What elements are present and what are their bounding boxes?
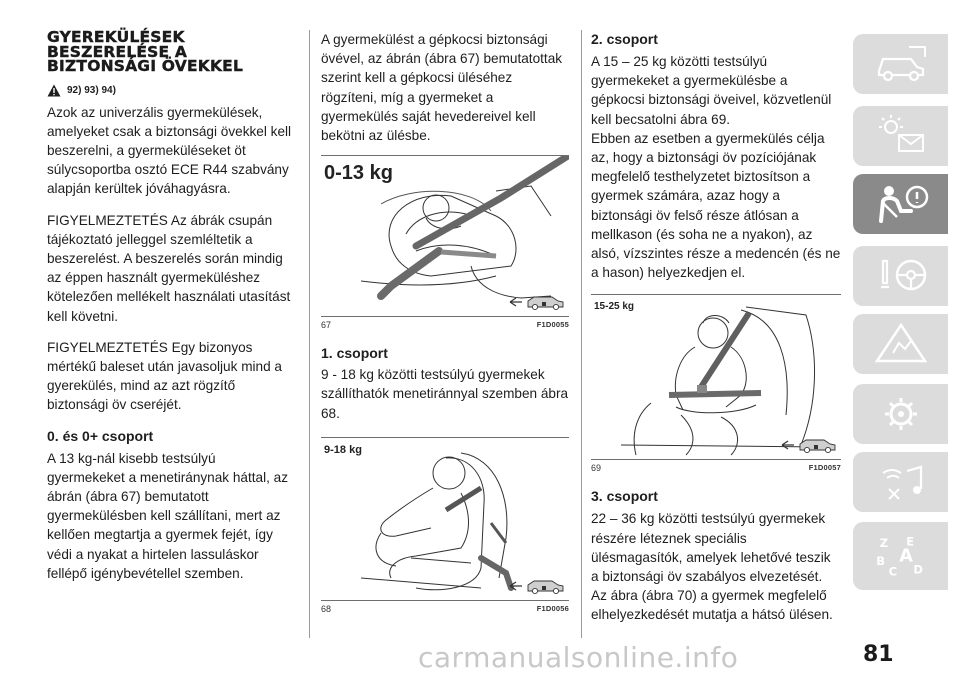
- index-letter-a: A: [898, 546, 913, 567]
- tab-emergency[interactable]: [853, 314, 948, 374]
- figure-68-weight-label: 9-18 kg: [324, 443, 362, 456]
- emergency-icon: [871, 321, 931, 367]
- car-direction-icon: [508, 577, 566, 595]
- paragraph-warning-1: FIGYELMEZTETÉS Az ábrák csupán tájékoztató jelleggel szemléltetik a beszerelést. A beszerelés során mindig az éppen használt gyermeküléshez kötelezően mellékelt használati utasítást kell követni.: [47, 212, 291, 324]
- figure-69: [591, 294, 841, 460]
- figure-69-code: F1D0057: [808, 463, 841, 473]
- figure-69-number: 69: [591, 463, 602, 474]
- figure-67-code: F1D0055: [536, 320, 569, 330]
- figure-67-weight-label: 0-13 kg: [324, 162, 393, 185]
- figure-67: [321, 155, 569, 317]
- rear-facing-infant-seat-illustration: [321, 156, 569, 316]
- index-letter-d: D: [912, 562, 923, 577]
- tab-warning-lights[interactable]: [853, 106, 948, 166]
- index-letter-c: C: [888, 564, 897, 579]
- tab-seatbelt-airbag[interactable]: [853, 174, 948, 234]
- warning-lights-icon: [871, 113, 931, 159]
- section-title-line-1: GYEREKÜLÉSEK: [47, 28, 185, 46]
- section-title-line-3: BIZTONSÁGI ÖVEKKEL: [47, 57, 244, 75]
- column-divider-2: [581, 30, 582, 638]
- page-number: 81: [863, 642, 894, 667]
- index-letter-b: B: [875, 553, 885, 568]
- warning-reference-numbers: 92) 93) 94): [67, 84, 116, 96]
- heading-group-2: 2. csoport: [591, 31, 658, 47]
- index-letter-z: Z: [879, 536, 888, 551]
- tab-maintenance[interactable]: [853, 384, 948, 444]
- multimedia-icon: [871, 459, 931, 505]
- heading-group-1: 1. csoport: [321, 345, 388, 362]
- column-divider-1: [309, 30, 310, 638]
- car-direction-icon: [780, 436, 838, 454]
- section-title-line-2: BESZERELÉSE A: [47, 42, 188, 61]
- heading-group-0: 0. és 0+ csoport: [47, 427, 154, 444]
- watermark: carmanualsonline.info: [418, 641, 739, 674]
- figure-68: [321, 437, 569, 601]
- paragraph-group-0: A 13 kg-nál kisebb testsúlyú gyermekeket a menetiránynak háttal, az ábrán (ábra 67) bemutatott gyermekülésben kell szállítani, mert az kellően megtartja a gyermek fejét, így védi a nyakat a hirtelen lassuláskor fellépő igénybevétellel szemben.: [47, 450, 289, 581]
- tab-multimedia[interactable]: [853, 452, 948, 512]
- warning-reference: [47, 84, 297, 97]
- section-title: [47, 30, 297, 74]
- maintenance-icon: [871, 391, 931, 437]
- paragraph-warning-2: FIGYELMEZTETÉS Egy bizonyos mértékű baleset után javasoljuk mind a gyerekülés, mind az azt rögzítő biztonsági öv cseréjét.: [47, 339, 282, 413]
- car-direction-icon: [508, 293, 566, 311]
- paragraph-group-3: 22 – 36 kg közötti testsúlyú gyermekek részére léteznek speciális ülésmagasítók, amelyek lehetővé teszik a biztonsági öv szabályos elvezetését. Az ábra (ábra 70) a gyermek megfelelő elhelyezkedését mutatja a hátsó ülésen.: [591, 511, 833, 623]
- figure-69-weight-label: 15-25 kg: [594, 301, 635, 313]
- figure-68-number: 68: [321, 603, 332, 614]
- starting-driving-icon: [871, 253, 931, 299]
- index-alphabet-icon: [871, 533, 931, 579]
- car-dashboard-icon: [871, 41, 931, 87]
- column-1: [47, 30, 297, 583]
- figure-67-caption: [321, 320, 569, 330]
- heading-group-3: 3. csoport: [591, 488, 658, 505]
- figure-68-code: F1D0056: [536, 603, 569, 613]
- chapter-sidebar: [853, 34, 948, 644]
- tab-car-dashboard[interactable]: [853, 34, 948, 94]
- paragraph-intro: Azok az univerzális gyermekülések, amelyeket csak a biztonsági övekkel kell beszerelni, a gyermeküléseket öt súlycsoportba osztó ECE R44 szabvány alapján kerültek jóváhagyásra.: [47, 104, 292, 197]
- figure-69-caption: [591, 463, 841, 473]
- seatbelt-airbag-icon: [871, 181, 931, 227]
- index-letter-e: E: [905, 534, 914, 549]
- warning-triangle-icon: [47, 84, 61, 97]
- tab-starting-driving[interactable]: [853, 246, 948, 306]
- column-3: [591, 30, 841, 625]
- paragraph-group-2-1: A 15 – 25 kg közötti testsúlyú gyermekeket a gyermekülésbe a gépkocsi biztonsági öveivel, közvetlenül kell becsatolni ábra 69.: [591, 54, 832, 127]
- paragraph-fixing: A gyermekülést a gépkocsi biztonsági övével, az ábrán (ábra 67) bemutatottak szerint kell a gépkocsi üléséhez rögzíteni, míg a gyermeket a gyermekülés saját hevedereivel kell bekötni az ülésbe.: [321, 32, 563, 144]
- column-2: [321, 30, 569, 614]
- paragraph-group-1: 9 - 18 kg közötti testsúlyú gyermekek szállíthatók menetiránnyal szemben ábra 68.: [321, 367, 569, 421]
- booster-seat-child-illustration: [591, 295, 841, 459]
- tab-index[interactable]: [853, 522, 948, 590]
- figure-68-caption: [321, 604, 569, 614]
- paragraph-group-2-2: Ebben az esetben a gyermekülés célja az, hogy a biztonsági öv pozíciójának megfelelő testhelyzetet biztosítson a gyermek számára, azaz hogy a biztonsági öv felső része átlósan a mellkason (és soha ne a nyakon), az alsó, vízszintes része a medencén (és ne a hason) helyezkedjen el.: [591, 130, 841, 281]
- figure-67-number: 67: [321, 320, 332, 331]
- forward-facing-child-seat-illustration: [321, 438, 569, 600]
